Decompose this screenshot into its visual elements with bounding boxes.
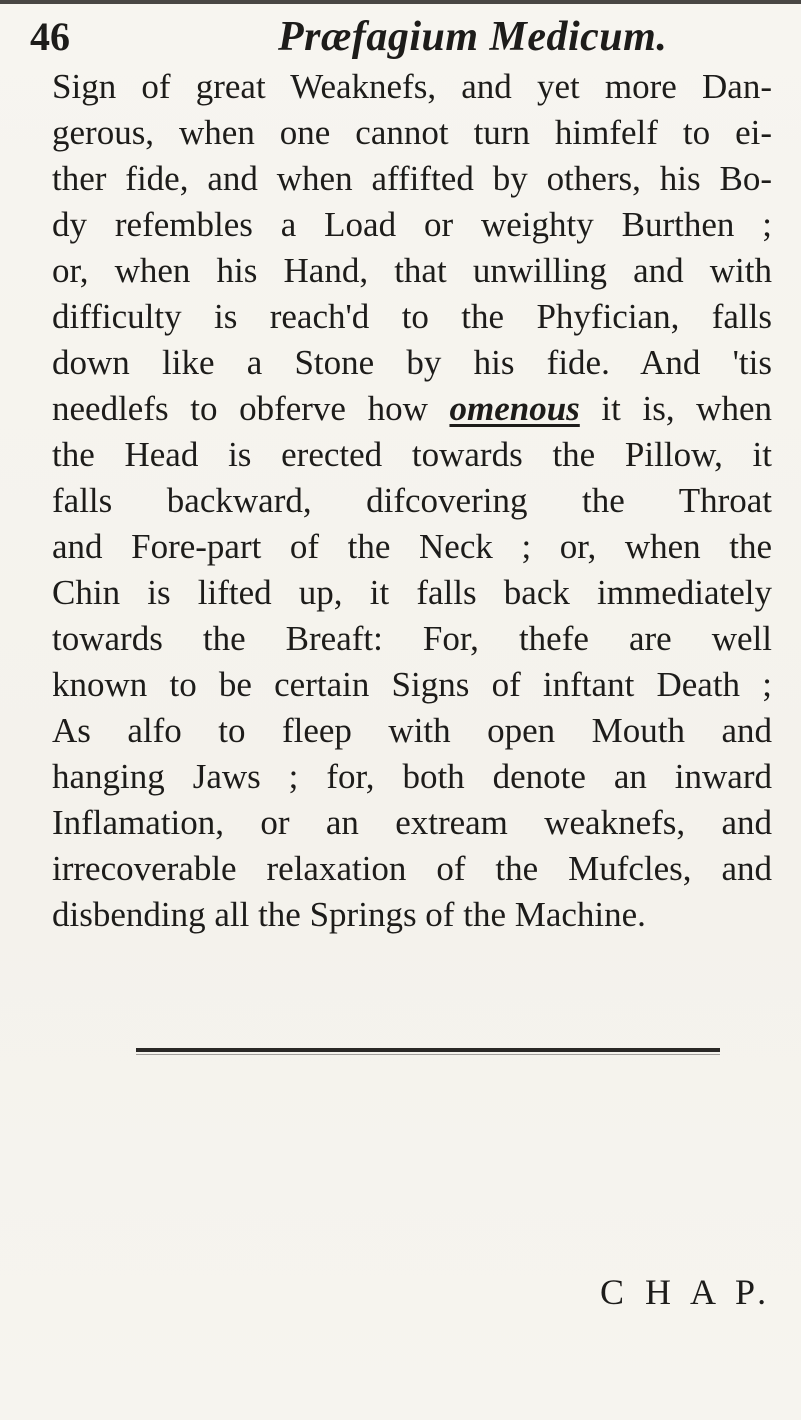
emphasis-word: omenous [449, 389, 580, 428]
text-line-tail: it is, when [579, 389, 772, 428]
text-line: Chin is lifted up, it falls back immediately [52, 573, 772, 612]
section-divider-rule [136, 1048, 720, 1052]
text-line-head: needlefs to obferve how [52, 389, 450, 428]
text-line: falls backward, difcovering the Throat [52, 481, 772, 520]
text-line: towards the Breaft: For, thefe are well [52, 619, 772, 658]
top-edge-rule [0, 0, 801, 4]
text-line: Inflamation, or an extream weaknefs, and [52, 803, 772, 842]
catchword: C H A P. [600, 1272, 773, 1312]
text-line: ther fide, and when affifted by others, his Bo- [52, 159, 772, 198]
text-line: hanging Jaws ; for, both denote an inward [52, 757, 772, 796]
text-line: the Head is erected towards the Pillow, it [52, 435, 772, 474]
text-line-last: disbending all the Springs of the Machine. [52, 895, 646, 934]
running-head [30, 12, 770, 62]
text-line: known to be certain Signs of inftant Death ; [52, 665, 772, 704]
text-line: dy refembles a Load or weighty Burthen ; [52, 205, 772, 244]
text-line: gerous, when one cannot turn himfelf to ei- [52, 113, 772, 152]
text-line-with-emphasis [52, 386, 772, 432]
body-text [52, 64, 772, 938]
section-divider-shadow [136, 1054, 720, 1055]
text-line: and Fore-part of the Neck ; or, when the [52, 527, 772, 566]
text-line: irrecoverable relaxation of the Mufcles, and [52, 849, 772, 888]
page-number: 46 [30, 14, 70, 59]
text-line: difficulty is reach'd to the Phyfician, falls [52, 297, 772, 336]
text-line: down like a Stone by his fide. And 'tis [52, 343, 772, 382]
text-line: Sign of great Weaknefs, and yet more Dan- [52, 67, 772, 106]
text-line: As alfo to fleep with open Mouth and [52, 711, 772, 750]
text-line: or, when his Hand, that unwilling and with [52, 251, 772, 290]
running-title: Præfagium Medicum. [278, 14, 668, 60]
